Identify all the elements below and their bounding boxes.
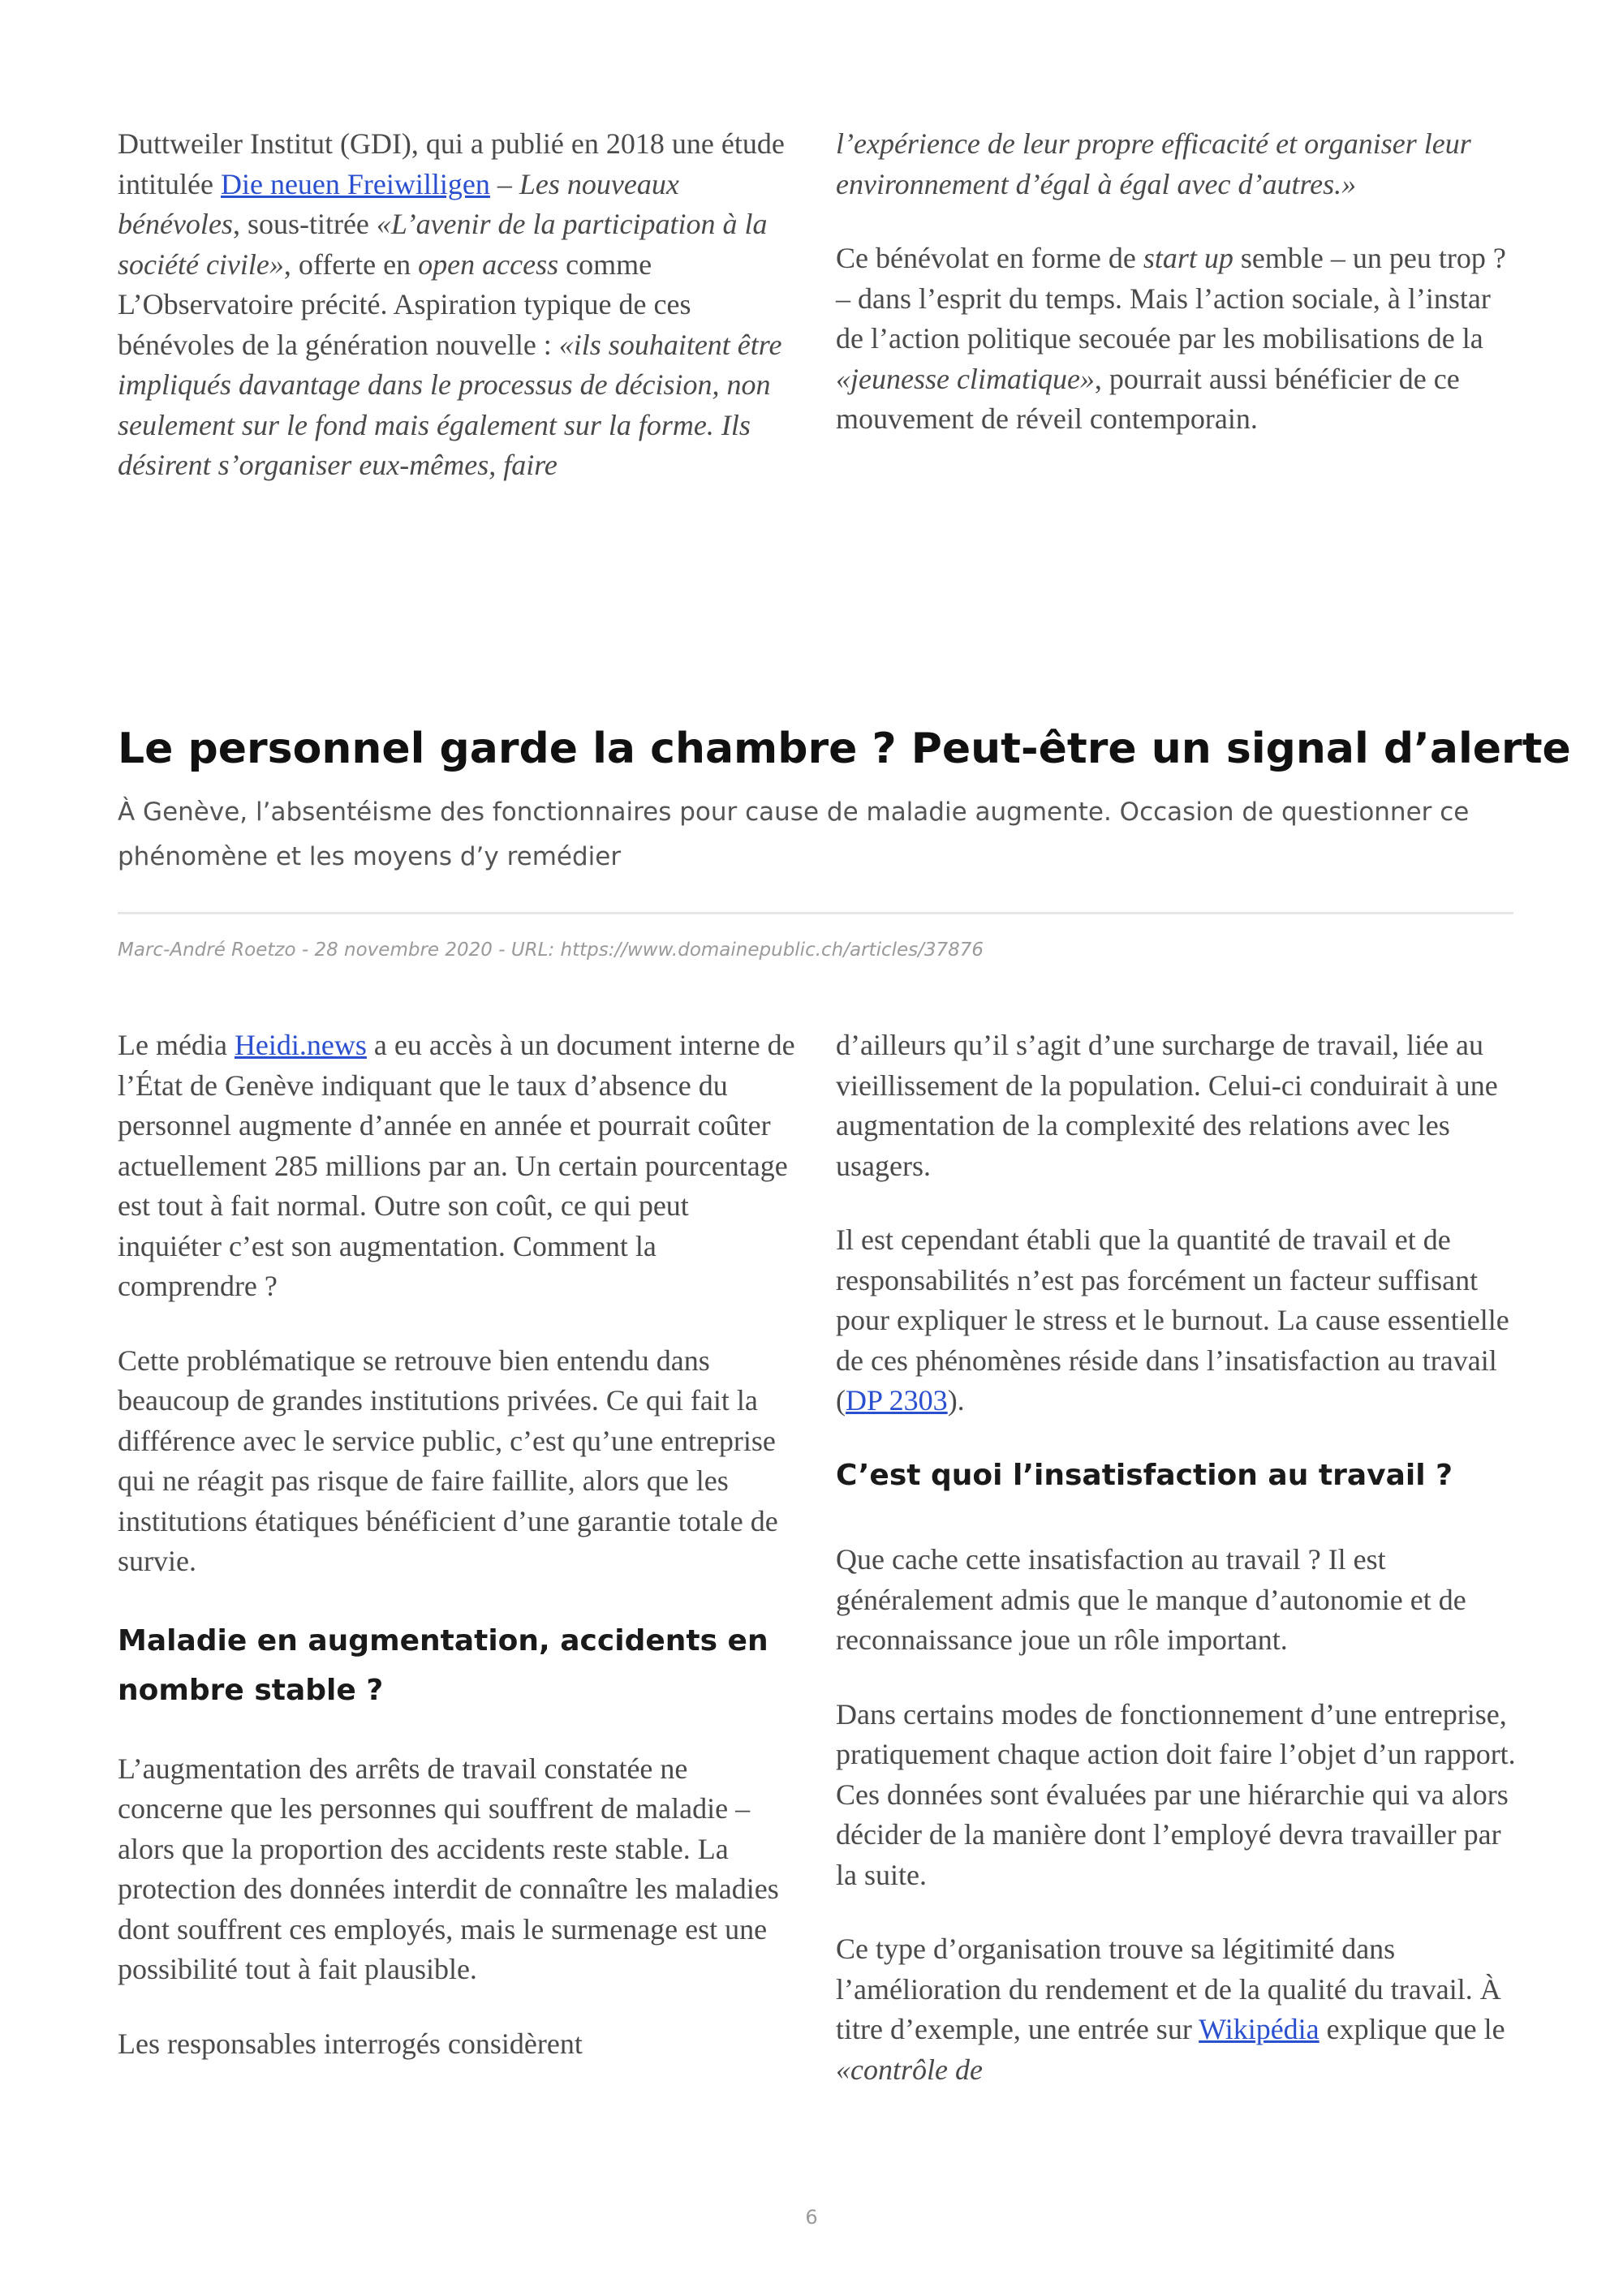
link-die-neuen-freiwilligen[interactable]: Die neuen Freiwilligen [220, 167, 490, 200]
paragraph: d’ailleurs qu’il s’agit d’une surcharge de travail, liée au vieillissement de la population. Celui-ci conduirait à une augmentation de la complexité des relations avec les usagers. [836, 1029, 1498, 1182]
text: , sous-titrée [232, 208, 377, 240]
text: ). [947, 1384, 965, 1417]
paragraph: Les responsables interrogés considèrent [118, 2027, 583, 2060]
text: comme L’Observatoire précité. Aspiration typique de ces bénévoles de la génération nouvelle : [118, 247, 691, 361]
paragraph: Cette problématique se retrouve bien entendu dans beaucoup de grandes institutions privées. Ce qui fait la différence avec le service public, c’est qu’une entreprise qui ne réagit pas risque de faire faillite, alors que les institutions étatiques bénéficient d’une garantie totale de survie. [118, 1344, 778, 1577]
section-heading: Maladie en augmentation, accidents en nombre stable ? [118, 1623, 768, 1707]
text: explique que le [1319, 2013, 1505, 2045]
text: Ce type d’organisation trouve sa légitimité dans l’amélioration du rendement et de la qualité du travail. À titre d’exemple, une entrée sur [836, 1933, 1501, 2045]
italic-quote: l’expérience de leur propre efficacité et organiser leur environnement d’égal à égal avec d’autres.» [836, 127, 1471, 200]
section-heading: C’est quoi l’insatisfaction au travail ? [836, 1458, 1453, 1492]
italic-quote: «ils souhaitent être impliqués davantage dans le processus de décision, non seulement sur le fond mais également sur la forme. Ils désirent s’organiser eux-mêmes, faire [118, 328, 782, 481]
paragraph: L’augmentation des arrêts de travail constatée ne concerne que les personnes qui souffrent de maladie – alors que la proportion des accidents reste stable. La protection des données interdit de connaître les maladies dont souffrent ces employés, mais le surmenage est une possibilité tout à fait plausible. [118, 1752, 779, 1985]
paragraph: Dans certains modes de fonctionnement d’une entreprise, pratiquement chaque action doit faire l’objet d’un rapport. Ces données sont évaluées par une hiérarchie qui va alors décider de la manière dont l’employé devra travailler par la suite. [836, 1697, 1516, 1891]
text: a eu accès à un document interne de l’État de Genève indiquant que le taux d’absence du personnel augmente d’année en année et pourrait coûter actuellement 285 millions par an. Un certain pourcentage est tout à fait normal. Outre son coût, ce qui peut inquiéter c’est son augmentation. Comment la comprendre ? [118, 1029, 795, 1302]
link-heidi-news[interactable]: Heidi.news [234, 1029, 367, 1061]
article-left-column [118, 1025, 799, 2098]
italic-text: Les nouveaux bénévoles [118, 167, 679, 240]
text: , offerte en [283, 247, 419, 281]
paragraph [836, 239, 1518, 440]
link-wikipedia[interactable]: Wikipédia [1199, 2013, 1319, 2045]
article-meta: Marc-André Roetzo - 28 novembre 2020 - URL: https://www.domainepublic.ch/articles/37876 [118, 939, 984, 961]
italic-quote: «contrôle de [836, 2053, 983, 2086]
text: Duttweiler Institut (GDI), qui a publié en 2018 une étude intitulée [118, 127, 785, 200]
page-number: 6 [805, 2206, 818, 2229]
text: Il est cependant établi que la quantité de travail et de responsabilités n’est pas forcément un facteur suffisant pour expliquer le stress et le burnout. La cause essentielle de ces phénomènes réside dans l’insatisfaction au travail ( [836, 1223, 1509, 1417]
text: – [489, 167, 519, 200]
paragraph [118, 1025, 799, 1307]
previous-article-right-column [836, 124, 1518, 474]
previous-article-left-column [118, 124, 799, 520]
italic-text: open access [418, 247, 559, 281]
italic-text: «L’avenir de la participation à la société civile» [118, 208, 768, 281]
paragraph: Que cache cette insatisfaction au travail ? Il est généralement admis que le manque d’autonomie et de reconnaissance joue un rôle important. [836, 1543, 1466, 1656]
paragraph [836, 124, 1518, 204]
italic-text: start up [1143, 242, 1233, 274]
link-dp-2303[interactable]: DP 2303 [846, 1384, 948, 1417]
article-right-column [836, 1025, 1518, 2124]
text: Ce bénévolat en forme de [836, 242, 1143, 274]
paragraph [836, 1220, 1518, 1421]
text: Le média [118, 1029, 235, 1061]
divider [118, 912, 1513, 914]
paragraph [836, 1929, 1518, 2090]
article-title: Le personnel garde la chambre ? Peut-être un signal d’alerte [118, 724, 1571, 773]
text: , pourrait aussi bénéficier de ce mouvement de réveil contemporain. [836, 362, 1460, 435]
italic-text: «jeunesse climatique» [836, 362, 1095, 395]
article-lead: À Genève, l’absentéisme des fonctionnaires pour cause de maladie augmente. Occasion de questionner ce phénomène et les moyens d’y remédier [118, 798, 1470, 871]
text: semble – un peu trop ? – dans l’esprit du temps. Mais l’action sociale, à l’instar de l’action politique secouée par les mobilisations de la [836, 242, 1506, 355]
paragraph [118, 124, 799, 486]
